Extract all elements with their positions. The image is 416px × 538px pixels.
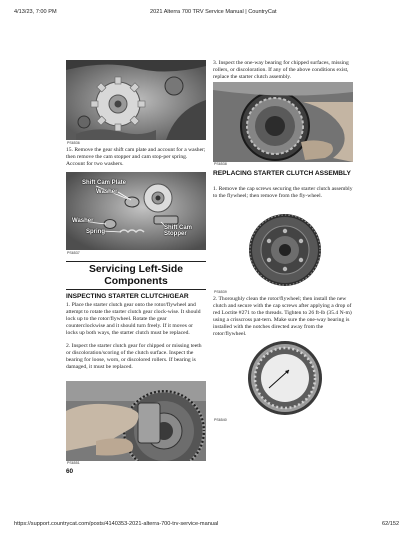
inspect-step-3-text: 3. Inspect the one-way bearing for chipped surfaces, missing rollers, or discoloration. If any of the above conditions exist, replace the starter clutch assembly. bbox=[213, 60, 349, 80]
figure-one-way-bearing-ring bbox=[213, 338, 353, 418]
figure-code: PS6536 bbox=[67, 141, 80, 145]
inspect-step-2-text: 2. Inspect the starter clutch gear for chipped or missing teeth or discoloration/scoring of the clutch surface. Inspect the bearing for loose, worn, or discolored rollers. If bearing is damaged, it must be replaced. bbox=[66, 343, 202, 370]
figure-code: PS6539 bbox=[214, 290, 227, 294]
print-title: 2021 Alterra 700 TRV Service Manual | CountryCat bbox=[150, 9, 277, 15]
figure-shift-cam-parts bbox=[66, 172, 206, 250]
divider bbox=[66, 289, 206, 290]
figure-shift-cam-plate bbox=[66, 60, 206, 140]
print-page-count: 62/152 bbox=[382, 521, 400, 527]
figure-one-way-bearing bbox=[213, 82, 353, 162]
figure-code: PS6537 bbox=[67, 251, 80, 255]
label-washer-top: Washer bbox=[96, 189, 118, 195]
label-spring: Spring bbox=[86, 229, 105, 235]
figure-code: PS6540 bbox=[214, 418, 227, 422]
figure-code: PS6538 bbox=[214, 162, 227, 166]
divider bbox=[66, 261, 206, 262]
label-washer-left: Washer bbox=[72, 218, 94, 224]
label-shift-cam-stopper: Shift Cam Stopper bbox=[164, 225, 193, 238]
figure-code: PS6551 bbox=[67, 461, 80, 465]
replace-step-2-text: 2. Thoroughly clean the rotor/flywheel; then install the new clutch and secure with the cap screws after applying a drop of red Loctite #271 to the threads. Tighten to 26 ft-lb (35.4 N-m) using a crisscross pat-tern. Make sure the one-way bearing is installed with the notches directed away from the rotor/flywheel. bbox=[213, 296, 352, 337]
subsection-title-inspecting: INSPECTING STARTER CLUTCH/GEAR bbox=[66, 293, 189, 300]
one-way-bearing-photo bbox=[213, 82, 353, 162]
print-url: https://support.countrycat.com/posts/4140353-2021-alterra-700-trv-service-manual bbox=[14, 521, 219, 527]
starter-clutch-gear-photo bbox=[66, 381, 206, 461]
label-shift-cam-plate: Shift Cam Plate bbox=[82, 180, 127, 186]
figure-starter-clutch-flywheel bbox=[213, 210, 353, 290]
step-15-text: 15. Remove the gear shift cam plate and account for a washer; then remove the cam stopper and cam stop-per spring. Account for two washers. bbox=[66, 147, 206, 167]
page-number: 60 bbox=[66, 468, 74, 475]
starter-clutch-flywheel-photo bbox=[213, 210, 353, 290]
one-way-bearing-ring-photo bbox=[213, 338, 353, 418]
replace-step-1-text: 1. Remove the cap screws securing the starter clutch assembly to the flywheel; then remove from the fly-wheel. bbox=[213, 186, 353, 199]
print-datetime: 4/13/23, 7:00 PM bbox=[14, 9, 57, 15]
inspect-step-1-text: 1. Place the starter clutch gear onto the rotor/flywheel and attempt to rotate the starter clutch gear clock-wise. It should lock up to the rotor/flywheel. Rotate the gear counterclockwise and it should turn freely. If it moves or locks up both ways, the starter clutch must be replaced. bbox=[66, 302, 201, 336]
shift-cam-plate-photo bbox=[66, 60, 206, 140]
subsection-title-replacing: REPLACING STARTER CLUTCH ASSEMBLY bbox=[213, 170, 351, 177]
figure-starter-clutch-gear bbox=[66, 381, 206, 461]
section-title: Servicing Left-Side Components bbox=[88, 264, 184, 287]
